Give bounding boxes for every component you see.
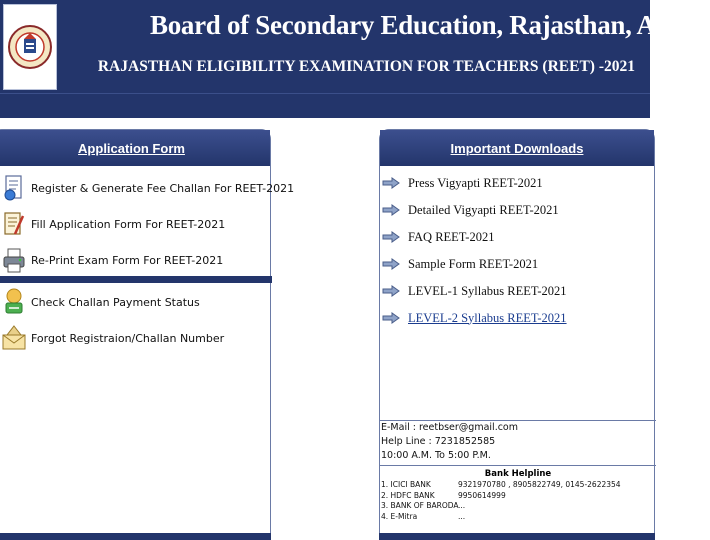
bank-row <box>380 501 656 512</box>
application-form-panel <box>0 129 295 540</box>
left-panel-footer-band <box>0 533 271 540</box>
download-link-sample-form[interactable]: Sample Form REET-2021 <box>408 256 539 271</box>
document-icon <box>1 172 27 204</box>
pointing-hand-icon <box>380 202 402 218</box>
downloads-header <box>380 130 654 166</box>
menu-label-fill-form[interactable]: Fill Application Form For REET-2021 <box>31 217 226 231</box>
menu-label-forgot[interactable]: Forgot Registraion/Challan Number <box>31 331 225 345</box>
bank-row <box>380 512 656 523</box>
bank-phone: ... <box>458 511 466 521</box>
bank-helpline-title: Bank Helpline <box>484 469 552 479</box>
bank-phone: 9321970780 , 8905822749, 0145-2622354 <box>458 480 621 489</box>
menu-item-reprint[interactable] <box>1 242 223 278</box>
download-item[interactable] <box>380 200 559 220</box>
exam-title: RAJASTHAN ELIGIBILITY EXAMINATION FOR TEACHERS (REET) -2021 <box>97 58 635 75</box>
bank-phone: 9950614999 <box>458 490 506 500</box>
bank-row <box>380 491 656 502</box>
contact-email: E-Mail : reetbser@gmail.com <box>381 422 519 433</box>
download-link-press-vigyapti[interactable]: Press Vigyapti REET-2021 <box>408 175 543 190</box>
menu-label-register[interactable]: Register & Generate Fee Challan For REET-2021 <box>31 181 295 195</box>
download-item[interactable] <box>380 254 538 274</box>
printer-icon <box>1 244 27 276</box>
header-nav-stripe <box>0 93 650 118</box>
download-link-level1-syllabus[interactable]: LEVEL-1 Syllabus REET-2021 <box>408 283 567 298</box>
section-divider <box>0 276 272 283</box>
pointing-hand-icon <box>380 256 402 272</box>
envelope-icon <box>1 322 27 354</box>
download-item[interactable] <box>380 227 494 247</box>
bank-name: 4. E-Mitra <box>381 511 418 521</box>
contact-helpline: Help Line : 7231852585 <box>381 436 496 447</box>
menu-label-check-challan[interactable]: Check Challan Payment Status <box>31 295 200 309</box>
menu-item-check-challan[interactable] <box>1 284 200 320</box>
bank-phone: ... <box>458 501 466 510</box>
menu-item-register[interactable] <box>1 170 294 206</box>
payment-status-icon <box>1 286 27 318</box>
bank-name: 3. BANK OF BARODA <box>381 501 459 510</box>
site-header <box>0 0 710 118</box>
pointing-hand-icon <box>380 229 402 245</box>
application-form-header <box>0 130 270 166</box>
bank-name: 2. HDFC BANK <box>381 490 435 500</box>
important-downloads-panel <box>379 129 655 540</box>
right-panel-footer-band <box>379 533 655 540</box>
downloads-title[interactable]: Important Downloads <box>450 140 584 156</box>
contact-info <box>380 418 656 522</box>
menu-item-fill-form[interactable] <box>1 206 225 242</box>
bank-name: 1. ICICI BANK <box>381 480 431 489</box>
contact-divider <box>380 465 656 466</box>
application-form-title[interactable]: Application Form <box>78 140 185 156</box>
download-link-faq[interactable]: FAQ REET-2021 <box>408 229 495 244</box>
menu-item-forgot[interactable] <box>1 320 224 356</box>
form-pen-icon <box>1 208 27 240</box>
menu-label-reprint[interactable]: Re-Print Exam Form For REET-2021 <box>31 253 224 267</box>
board-logo <box>3 4 57 90</box>
download-link-level2-syllabus[interactable]: LEVEL-2 Syllabus REET-2021 <box>408 310 567 325</box>
board-title: Board of Secondary Education, Rajasthan, Ajmer <box>150 10 710 40</box>
download-item[interactable] <box>380 308 567 328</box>
download-item[interactable] <box>380 173 543 193</box>
bank-row <box>380 480 656 491</box>
pointing-hand-icon <box>380 175 402 191</box>
download-link-detailed-vigyapti[interactable]: Detailed Vigyapti REET-2021 <box>408 202 559 217</box>
download-item[interactable] <box>380 281 567 301</box>
pointing-hand-icon <box>380 283 402 299</box>
contact-hours: 10:00 A.M. To 5:00 P.M. <box>381 450 491 461</box>
board-emblem-icon <box>6 17 54 77</box>
pointing-hand-icon <box>380 310 402 326</box>
